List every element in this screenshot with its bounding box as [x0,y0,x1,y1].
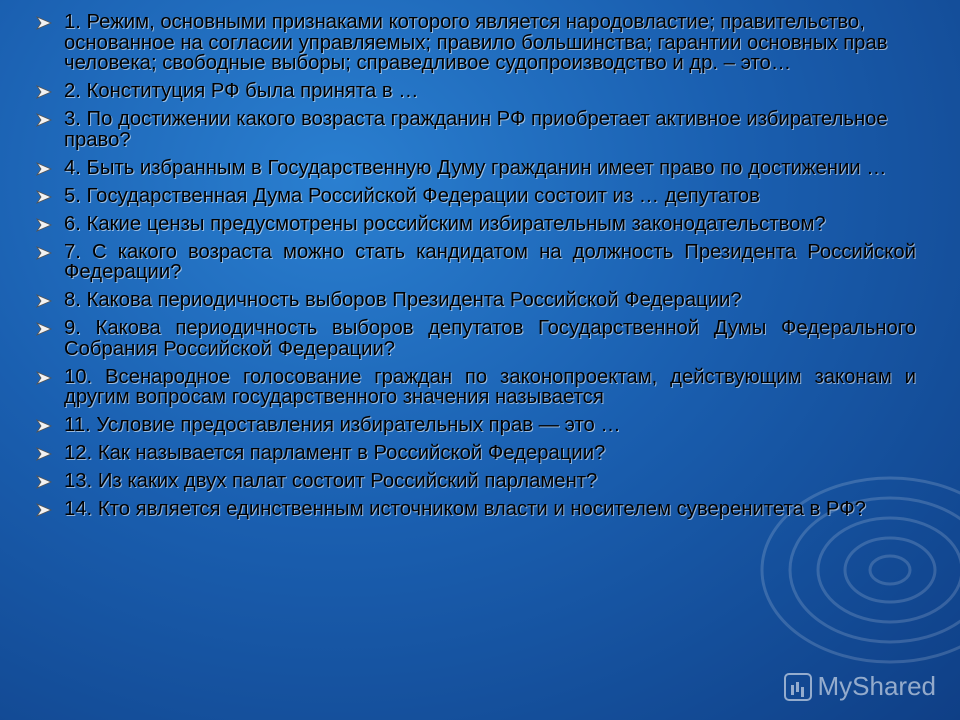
question-text: 3. По достижении какого возраста гражданин РФ приобретает активное избирательное право? [64,108,888,151]
list-item [36,318,916,359]
list-item [36,367,916,408]
watermark [784,671,937,702]
arrow-bullet-icon [36,186,64,204]
arrow-bullet-icon [36,158,64,176]
arrow-bullet-icon [36,367,64,385]
question-text: 12. Как называется парламент в Российской Федерации? [64,442,606,465]
arrow-bullet-icon [36,318,64,336]
list-item [36,290,916,311]
arrow-bullet-icon [36,499,64,517]
watermark-label: MyShared [817,671,936,701]
arrow-bullet-icon [36,109,64,127]
list-item [36,81,916,102]
question-text: 11. Условие предоставления избирательных прав — это … [64,414,621,437]
chart-icon [784,673,812,701]
arrow-bullet-icon [36,81,64,99]
list-item [36,499,916,520]
list-item [36,158,916,179]
list-item [36,242,916,283]
question-text: 5. Государственная Дума Российской Федерации состоит из … депутатов [64,184,760,207]
question-list [36,12,916,520]
arrow-bullet-icon [36,242,64,260]
question-text: 6. Какие цензы предусмотрены российским избирательным законодательством? [64,212,826,235]
arrow-bullet-icon [36,415,64,433]
question-text: 9. Какова периодичность выборов депутатов Государственной Думы Федерального Собрания Российской Федерации? [64,317,916,360]
question-text: 10. Всенародное голосование граждан по законопроектам, действующим законам и другим вопросам государственного значения называется [64,365,916,409]
list-item [36,12,916,74]
question-text: 4. Быть избранным в Государственную Думу гражданин имеет право по достижении … [64,156,887,179]
list-item [36,186,916,207]
question-text: 2. Конституция РФ была принята в … [64,80,419,103]
slide-content [36,12,916,527]
question-text: 1. Режим, основными признаками которого является народовластие; правительство, основанное на согласии управляемых; правило большинства; гарантии основных прав человека; свободные выборы; справедливое судопроизводство и др. – это… [64,11,888,75]
arrow-bullet-icon [36,443,64,461]
arrow-bullet-icon [36,290,64,308]
arrow-bullet-icon [36,214,64,232]
list-item [36,415,916,436]
list-item [36,471,916,492]
list-item [36,109,916,150]
question-text: 13. Из каких двух палат состоит Российский парламент? [64,470,598,493]
list-item [36,214,916,235]
arrow-bullet-icon [36,471,64,489]
question-text: 7. С какого возраста можно стать кандидатом на должность Президента Российской Федерации? [64,240,916,284]
arrow-bullet-icon [36,12,64,30]
question-text: 14. Кто является единственным источником власти и носителем суверенитета в РФ? [64,498,866,521]
list-item [36,443,916,464]
question-text: 8. Какова периодичность выборов Президента Российской Федерации? [64,289,742,312]
